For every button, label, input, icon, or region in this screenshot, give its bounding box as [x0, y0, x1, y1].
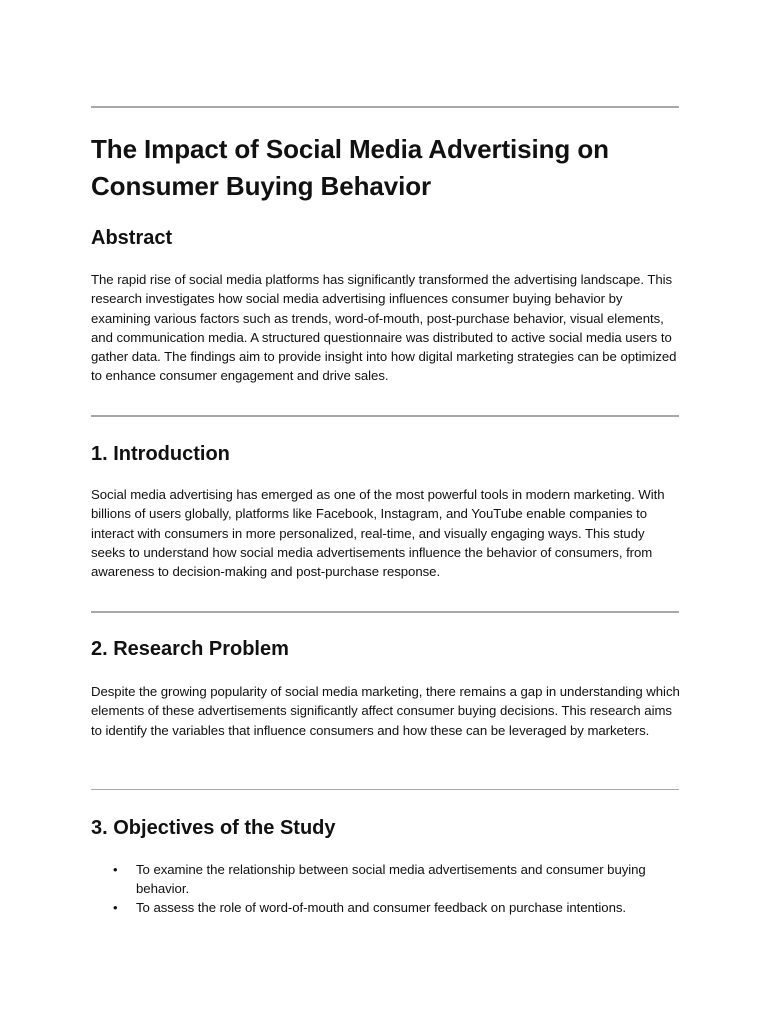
list-item	[91, 898, 681, 917]
bullet-icon: •	[113, 862, 118, 877]
horizontal-rule-3	[91, 789, 679, 790]
document-title: The Impact of Social Media Advertising on Consumer Buying Behavior	[91, 134, 609, 201]
list-item-text: To assess the role of word-of-mouth and consumer feedback on purchase intentions.	[136, 900, 627, 915]
horizontal-rule-2	[91, 611, 679, 613]
section-heading-abstract: Abstract	[91, 227, 173, 249]
horizontal-rule-top	[91, 106, 679, 108]
section-heading-introduction: 1. Introduction	[91, 443, 230, 465]
section-heading-objectives: 3. Objectives of the Study	[91, 817, 336, 839]
research-problem-paragraph: Despite the growing popularity of social media marketing, there remains a gap in understanding which elements of these advertisements significantly affect consumer buying decisions. This research aims to identify the variables that influence consumers and how these can be leveraged by marketers.	[91, 684, 680, 738]
list-item	[91, 860, 681, 898]
abstract-paragraph: The rapid rise of social media platforms has significantly transformed the advertising landscape. This research investigates how social media advertising influences consumer buying behavior by examining various factors such as trends, word-of-mouth, post-purchase behavior, visual elements, and communication media. A structured questionnaire was distributed to active social media users to gather data. The findings aim to provide insight into how digital marketing strategies can be optimized to enhance consumer engagement and drive sales.	[91, 272, 677, 384]
objectives-list	[91, 860, 681, 917]
bullet-icon: •	[113, 900, 118, 915]
section-heading-research-problem: 2. Research Problem	[91, 638, 289, 660]
list-item-text: To examine the relationship between social media advertisements and consumer buying behavior.	[136, 862, 646, 896]
horizontal-rule-1	[91, 415, 679, 417]
introduction-paragraph: Social media advertising has emerged as one of the most powerful tools in modern marketing. With billions of users globally, platforms like Facebook, Instagram, and YouTube enable companies to interact with consumers in more personalized, real-time, and visually engaging ways. This study seeks to understand how social media advertisements influence the behavior of consumers, from awareness to decision-making and post-purchase response.	[91, 487, 665, 580]
